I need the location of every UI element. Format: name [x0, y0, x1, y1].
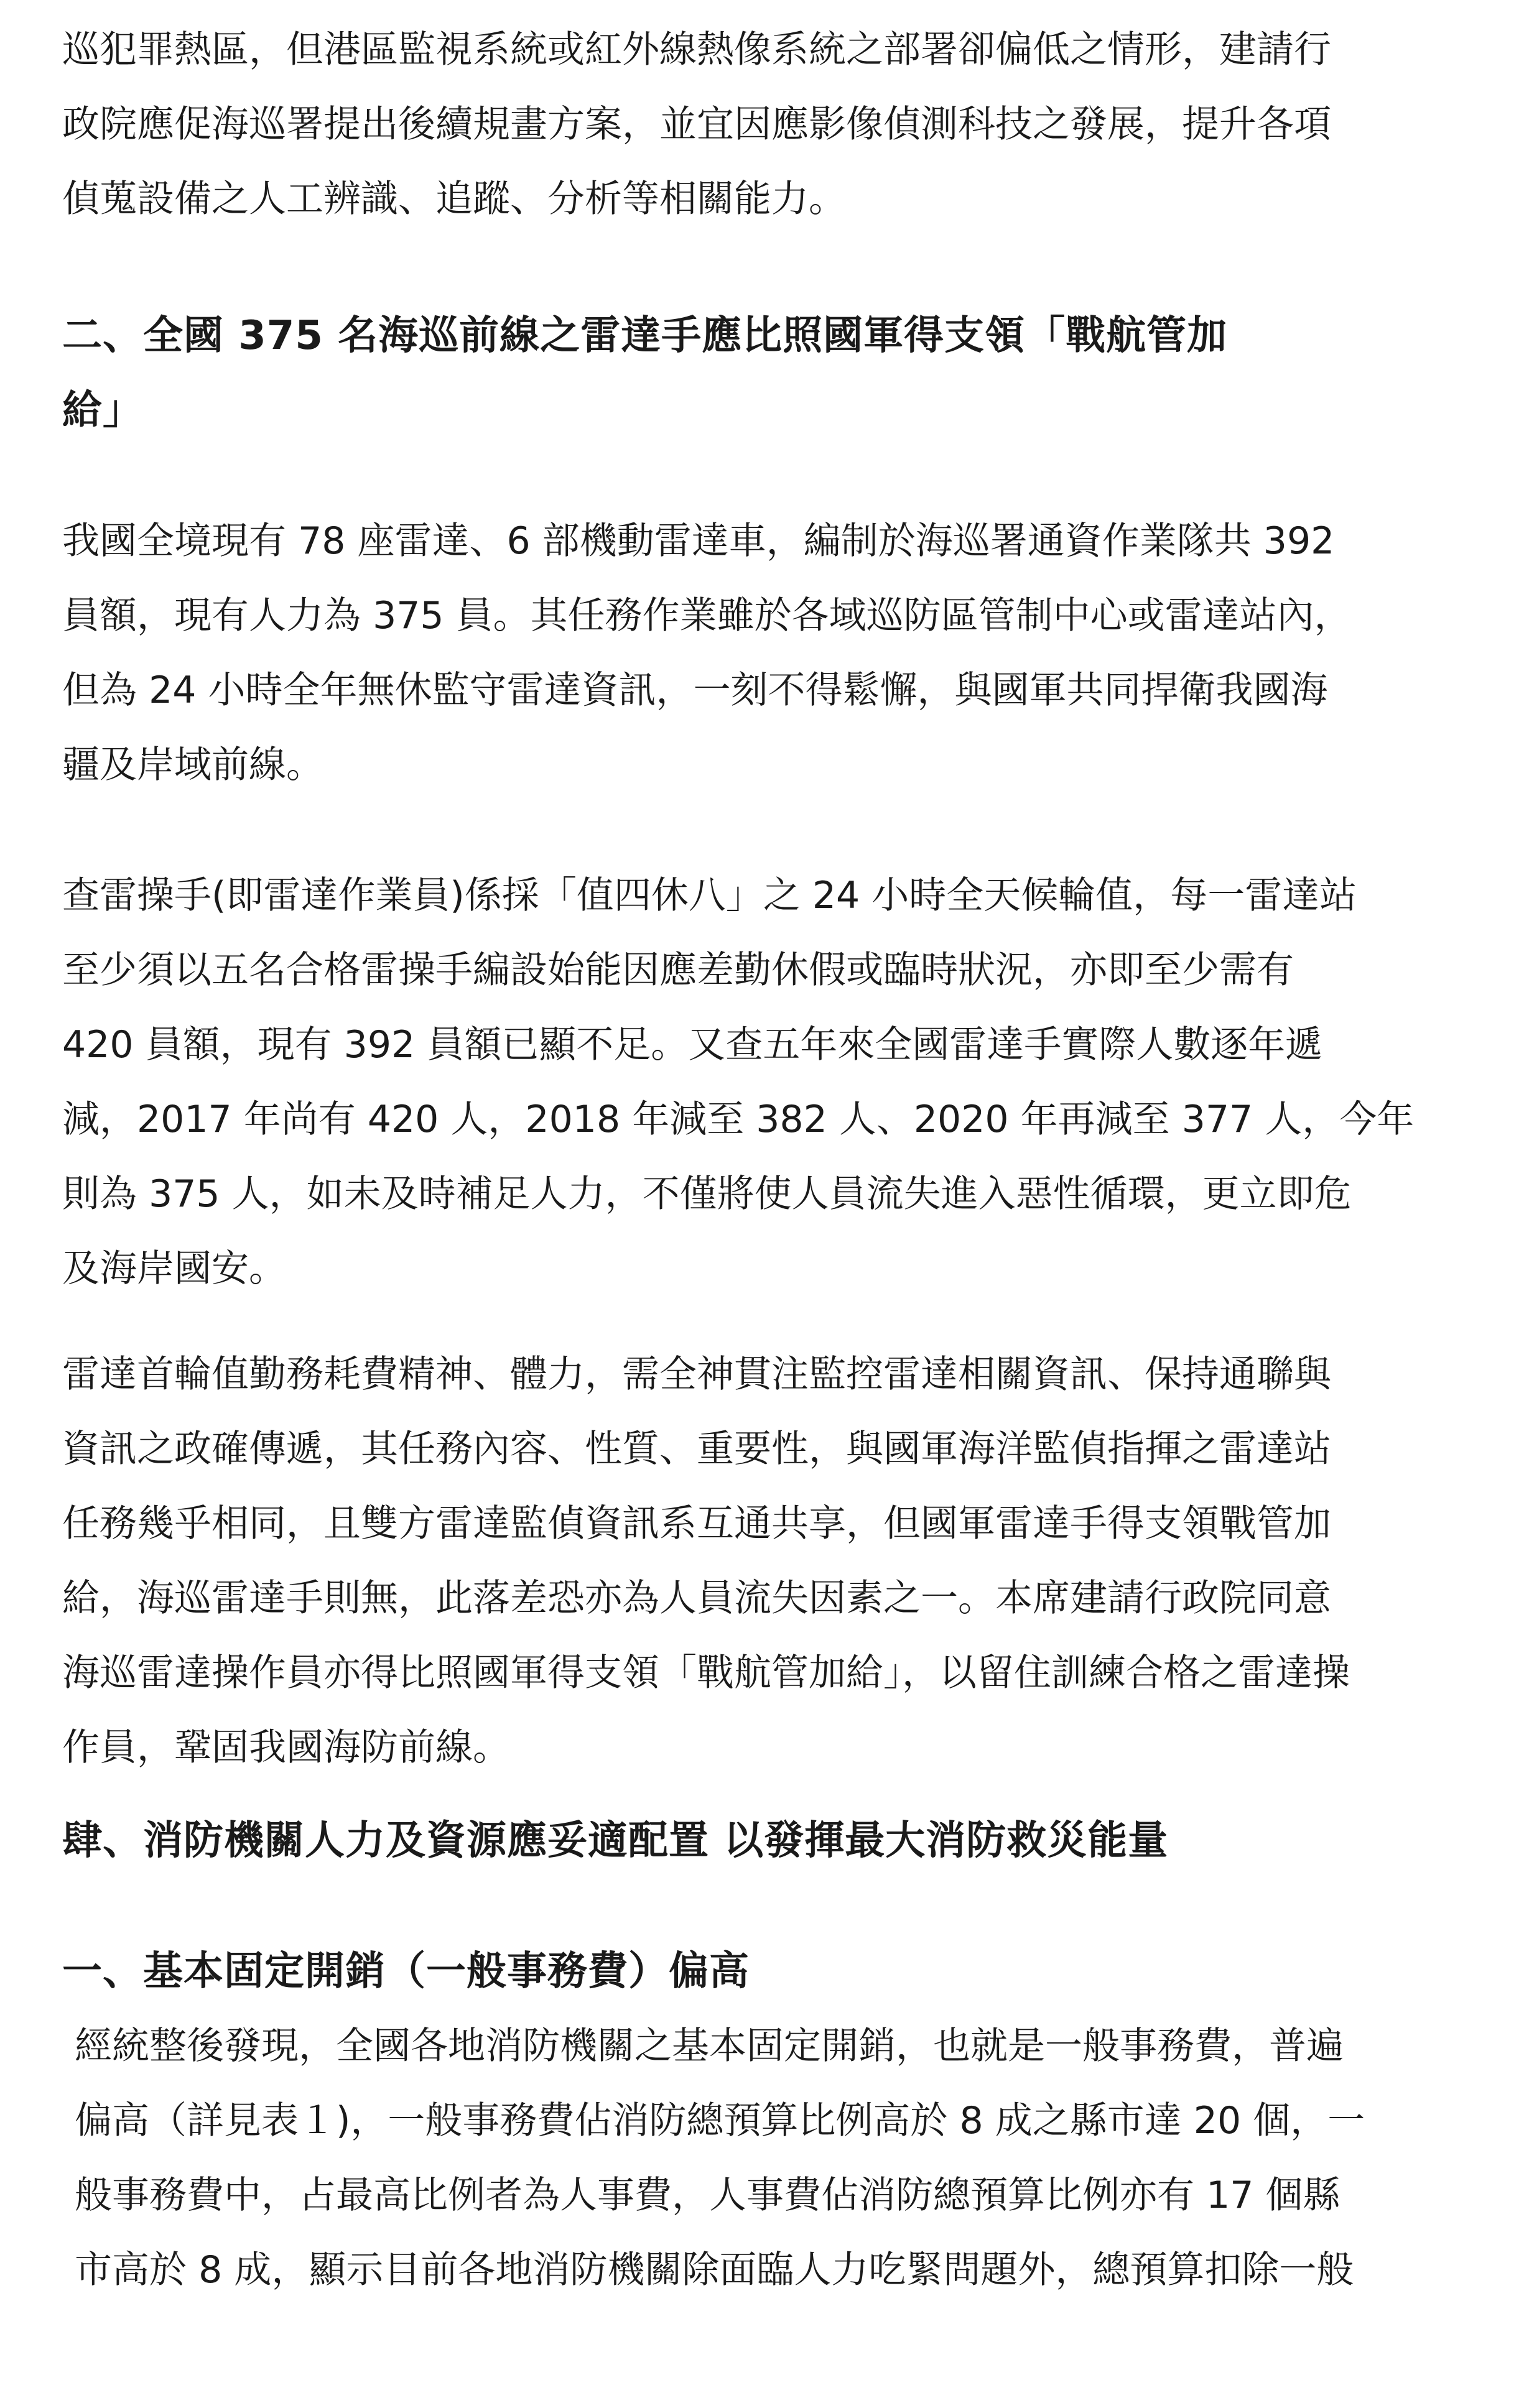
- heading-line: 肆、消防機關人力及資源應妥適配置 以發揮最大消防救災能量: [62, 1818, 1169, 1864]
- subsection-heading-1: [62, 1934, 1480, 2009]
- paragraph-staff: [62, 858, 1480, 1306]
- text-line: 般事務費中，占最高比例者為人事費，人事費佔消防總預算比例亦有 17 個縣: [75, 2174, 1340, 2217]
- text-line: 資訊之政確傳遞，其任務內容、性質、重要性，與國軍海洋監偵指揮之雷達站: [62, 1427, 1331, 1471]
- text-line: 偏高（詳見表１)，一般事務費佔消防總預算比例高於 8 成之縣市達 20 個，一: [75, 2099, 1365, 2142]
- section-heading-2: [62, 299, 1480, 448]
- text-line: 給，海巡雷達手則無，此落差恐亦為人員流失因素之一。本席建請行政院同意: [62, 1577, 1331, 1620]
- text-line: 偵蒐設備之人工辨識、追蹤、分析等相關能力。: [62, 177, 846, 221]
- text-line: 及海岸國安。: [62, 1247, 286, 1290]
- paragraph-duty: [62, 1337, 1480, 1785]
- paragraph-radar: [62, 504, 1480, 802]
- paragraph-fire: [75, 2009, 1493, 2307]
- text-line: 任務幾乎相同，且雙方雷達監偵資訊系互通共享，但國軍雷達手得支領戰管加: [62, 1502, 1331, 1545]
- text-line: 疆及岸域前線。: [62, 743, 323, 787]
- text-line: 至少須以五名合格雷操手編設始能因應差勤休假或臨時狀況，亦即至少需有: [62, 948, 1294, 992]
- heading-line: 一、基本固定開銷（一般事務費）偏高: [62, 1948, 750, 1994]
- text-line: 減，2017 年尚有 420 人，2018 年減至 382 人、2020 年再減至 377 人，今年: [62, 1098, 1415, 1141]
- heading-line: 二、全國 375 名海巡前線之雷達手應比照國軍得支領「戰航管加: [62, 313, 1228, 359]
- text-line: 420 員額，現有 392 員額已顯不足。又查五年來全國雷達手實際人數逐年遞: [62, 1023, 1323, 1067]
- text-line: 但為 24 小時全年無休監守雷達資訊，一刻不得鬆懈，與國軍共同捍衛我國海: [62, 669, 1328, 712]
- text-line: 查雷操手(即雷達作業員)係採「值四休八」之 24 小時全天候輪值，每一雷達站: [62, 874, 1357, 917]
- text-line: 政院應促海巡署提出後續規畫方案，並宜因應影像偵測科技之發展，提升各項: [62, 103, 1331, 146]
- text-line: 雷達首輪值勤務耗費精神、體力，需全神貫注監控雷達相關資訊、保持通聯與: [62, 1353, 1331, 1396]
- text-line: 市高於 8 成，顯示目前各地消防機關除面臨人力吃緊問題外，總預算扣除一般: [75, 2248, 1354, 2292]
- text-line: 作員，鞏固我國海防前線。: [62, 1726, 510, 1769]
- text-line: 我國全境現有 78 座雷達、6 部機動雷達車，編制於海巡署通資作業隊共 392: [62, 519, 1335, 563]
- text-line: 巡犯罪熱區，但港區監視系統或紅外線熱像系統之部署卻偏低之情形，建請行: [62, 28, 1331, 72]
- text-line: 則為 375 人，如未及時補足人力，不僅將使人員流失進入惡性循環，更立即危: [62, 1172, 1352, 1216]
- heading-line: 給」: [62, 387, 143, 433]
- section-heading-4: [62, 1804, 1480, 1878]
- paragraph-intro: [62, 12, 1480, 236]
- text-line: 經統整後發現，全國各地消防機關之基本固定開銷，也就是一般事務費，普遍: [75, 2024, 1344, 2068]
- text-line: 員額，現有人力為 375 員。其任務作業雖於各域巡防區管制中心或雷達站內，: [62, 594, 1352, 637]
- text-line: 海巡雷達操作員亦得比照國軍得支領「戰航管加給」，以留住訓練合格之雷達操: [62, 1651, 1350, 1695]
